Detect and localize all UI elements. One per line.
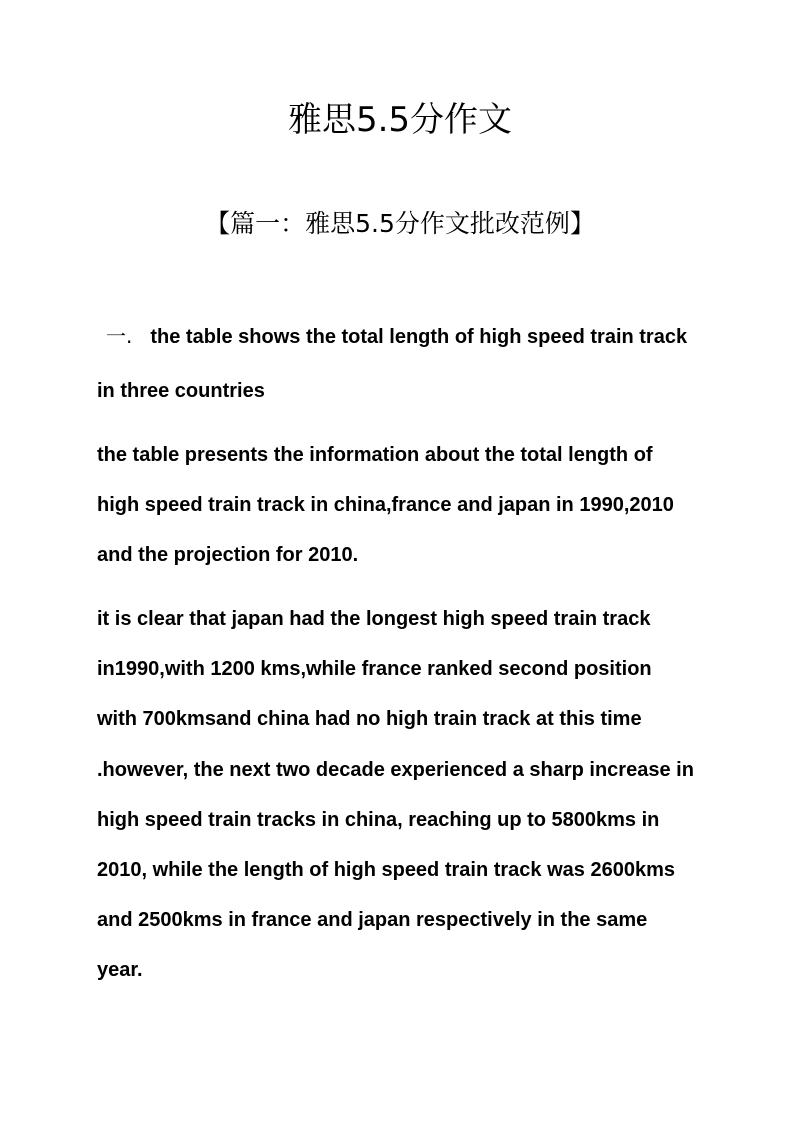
question-text-line-2: in three countries [97, 380, 265, 402]
paragraph-line: with 700kmsand china had no high train track at this time [97, 708, 642, 730]
section-title: 【篇一：雅思5.5分作文批改范例】 [205, 209, 595, 238]
question-text-line-1: the table shows the total length of high speed train track [150, 326, 688, 348]
paragraph-line: year. [97, 959, 143, 981]
paragraph-line: it is clear that japan had the longest high speed train track [97, 608, 651, 630]
question-number: 一. [106, 324, 133, 348]
paragraph-line: the table presents the information about the total length of [97, 444, 653, 466]
paragraph-line: .however, the next two decade experienced a sharp increase in [97, 759, 694, 781]
question-line-1 [100, 322, 687, 351]
paragraph-line: high speed train tracks in china, reaching up to 5800kms in [97, 809, 660, 831]
paragraph-line: and 2500kms in france and japan respectively in the same [97, 909, 648, 931]
paragraph-line: in1990,with 1200 kms,while france ranked second position [97, 658, 652, 680]
paragraph-line: high speed train track in china,france and japan in 1990,2010 [97, 494, 674, 516]
paragraph-line: and the projection for 2010. [97, 544, 359, 566]
document-title: 雅思5.5分作文 [287, 100, 513, 140]
paragraph-line: 2010, while the length of high speed train track was 2600kms [97, 859, 675, 881]
